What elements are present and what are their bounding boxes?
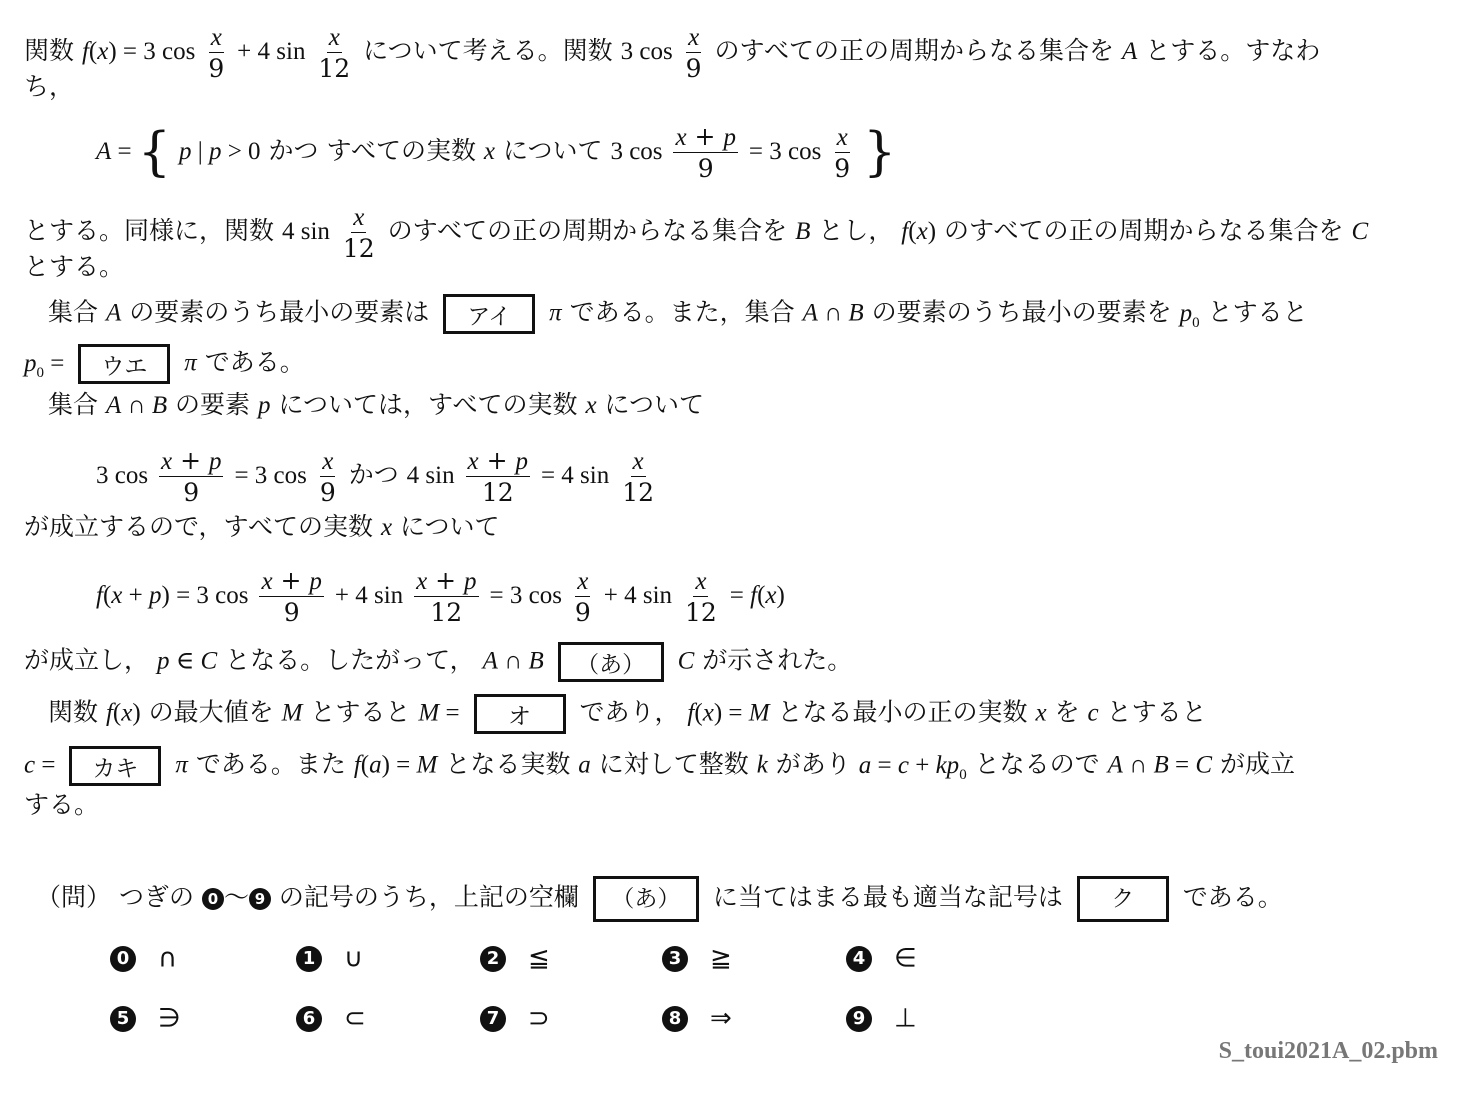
choice-2[interactable] xyxy=(480,942,550,974)
choice-number: 8 xyxy=(662,1006,688,1032)
max-value-line: 関数 f(x) の最大値を M とすると M = オ であり， f(x) = M となる最小の正の実数 x を c とすると xyxy=(48,694,1207,734)
choice-6[interactable] xyxy=(296,1002,366,1034)
choice-symbol: ⇒ xyxy=(710,1003,732,1034)
text-segment: とし， xyxy=(818,216,894,245)
text-segment: については，すべての実数 xyxy=(278,390,578,419)
text-segment: 関数 xyxy=(24,36,75,65)
text-segment: のすべての正の周期からなる集合を xyxy=(387,216,788,245)
text-segment: の要素のうち最小の要素を xyxy=(871,297,1172,327)
choice-0[interactable] xyxy=(110,942,177,974)
choice-number: 5 xyxy=(110,1006,136,1032)
intro-line-1: 関数 f(x) = 3 cos $\frac{x}{9}$ + 4 sin $\frac{x}{12}$ について考える。関数 3 cos $\frac{x}{9}$ のすべての正の周期からなる集合を A とする。すなわ xyxy=(24,24,1321,83)
choice-symbol: ⊥ xyxy=(894,1003,917,1034)
choice-number: 4 xyxy=(846,946,872,972)
text-segment: とする。同様に，関数 xyxy=(24,216,275,245)
text-segment: とすると xyxy=(310,697,411,727)
choice-symbol: ∋ xyxy=(158,1003,181,1034)
holds-line: が成立するので，すべての実数 x について xyxy=(24,512,500,541)
range-tilde: ～ xyxy=(223,882,249,912)
text-segment: する。 xyxy=(24,790,100,819)
text-segment: が成立するので，すべての実数 xyxy=(24,512,374,541)
min-element-line: 集合 A の要素のうち最小の要素は アイ π である。また，集合 A ∩ B の要素のうち最小の要素を $p_0$ とすると xyxy=(48,294,1308,338)
text-segment: となる最小の正の実数 xyxy=(777,697,1028,727)
text-segment: 関数 xyxy=(48,697,99,727)
answer-box-kaki[interactable]: カキ xyxy=(69,746,161,786)
choice-number: 0 xyxy=(110,946,136,972)
text-segment: 集合 xyxy=(48,297,99,327)
choice-number: 3 xyxy=(662,946,688,972)
choice-symbol: ∩ xyxy=(158,943,178,974)
choice-5[interactable] xyxy=(110,1002,181,1034)
text-segment: の記号のうち，上記の空欄 xyxy=(278,882,579,912)
intersection-line: 集合 A ∩ B の要素 p については，すべての実数 x について xyxy=(48,390,705,419)
c-value-line: c = カキ π である。また f(a) = M となる実数 a に対して整数 k があり $a = c + kp_0$ となるので A ∩ B = C が成立 xyxy=(24,746,1295,790)
text-segment: となるので xyxy=(974,749,1100,779)
answer-box-o[interactable]: オ xyxy=(474,694,566,734)
text-segment: である。また，集合 xyxy=(569,297,795,327)
text-segment: かつ すべての実数 xyxy=(268,136,476,165)
set-a-definition: A = { p | p > 0 かつ すべての実数 x について 3 cos $\frac{x + p}{9}$ = 3 cos $\frac{x}{9}$ } xyxy=(96,122,897,183)
choice-number: 7 xyxy=(480,1006,506,1032)
text-segment: に対して整数 xyxy=(598,749,749,779)
text-segment: かつ xyxy=(348,460,399,489)
answer-box-ai[interactable]: アイ xyxy=(443,294,535,334)
text-segment: である。また xyxy=(195,749,346,779)
text-segment: が成立 xyxy=(1219,749,1295,779)
text-segment: とする。すなわ xyxy=(1145,36,1321,65)
text-segment: について考える。関数 xyxy=(363,36,613,65)
choice-symbol: ≦ xyxy=(528,943,550,974)
text-segment: のすべての正の周期からなる集合を xyxy=(943,216,1344,245)
period-equation: 3 cos $\frac{x + p}{9}$ = 3 cos $\frac{x}{9}$ かつ 4 sin $\frac{x + p}{12}$ = 4 sin $\frac{x}{12}$ xyxy=(96,446,654,507)
choice-symbol: ≧ xyxy=(710,943,732,974)
question-label: （問） xyxy=(36,882,112,912)
text-segment: の要素 xyxy=(175,390,251,419)
text-segment: について xyxy=(604,390,705,419)
choice-symbol: ∈ xyxy=(894,943,917,974)
text-segment: に当てはまる最も適当な記号は xyxy=(712,882,1063,912)
text-segment: つぎの xyxy=(118,882,194,912)
c-value-line-2 xyxy=(24,790,99,820)
choice-4[interactable] xyxy=(846,942,917,974)
text-segment: とすると xyxy=(1207,297,1308,327)
text-segment: となる実数 xyxy=(445,749,571,779)
text-segment: について xyxy=(502,136,603,165)
range-start-number: 0 xyxy=(202,888,224,910)
text-segment: が成立し， xyxy=(24,645,150,675)
choice-symbol: ⊃ xyxy=(528,1003,550,1034)
text-segment: の要素のうち最小の要素は xyxy=(129,297,430,327)
text-segment: の最大値を xyxy=(148,697,274,727)
text-segment: となる。したがって， xyxy=(225,645,475,675)
text-segment: である。 xyxy=(1182,882,1283,912)
choice-number: 6 xyxy=(296,1006,322,1032)
text-segment: とする。 xyxy=(24,252,125,281)
text-segment: ち， xyxy=(24,72,75,101)
text-segment: を xyxy=(1054,697,1080,727)
text-segment: とすると xyxy=(1106,697,1207,727)
intro-line-2 xyxy=(24,72,74,102)
text-segment: である。 xyxy=(204,347,305,377)
answer-box-ue[interactable]: ウエ xyxy=(78,344,170,384)
choice-number: 1 xyxy=(296,946,322,972)
sets-b-c-line-2 xyxy=(24,252,124,282)
answer-box-ku[interactable]: ク xyxy=(1077,876,1169,922)
text-segment: 集合 xyxy=(48,390,99,419)
choice-number: 9 xyxy=(846,1006,872,1032)
choice-1[interactable] xyxy=(296,942,363,974)
file-label: S_toui2021A_02.pbm xyxy=(1218,1038,1438,1064)
conclusion-line: が成立し， p ∈ C となる。したがって， A ∩ B （あ） C が示された。 xyxy=(24,642,852,682)
choice-3[interactable] xyxy=(662,942,732,974)
choice-7[interactable] xyxy=(480,1002,550,1034)
text-segment: について xyxy=(400,512,500,541)
range-end-number: 9 xyxy=(249,888,271,910)
answer-box-a-ref[interactable]: （あ） xyxy=(593,876,699,922)
text-segment: があり xyxy=(775,749,851,779)
text-segment: が示された。 xyxy=(702,645,853,675)
answer-box-a[interactable]: （あ） xyxy=(558,642,664,682)
choice-number: 2 xyxy=(480,946,506,972)
f-period-equation: f(x + p) = 3 cos $\frac{x + p}{9}$ + 4 sin $\frac{x + p}{12}$ = 3 cos $\frac{x}{9}$ + 4 sin $\frac{x}{12}$ = f(x) xyxy=(96,566,785,627)
sets-b-c-line: とする。同様に，関数 4 sin $\frac{x}{12}$ のすべての正の周期からなる集合を B とし， f(x) のすべての正の周期からなる集合を C xyxy=(24,204,1369,263)
choice-8[interactable] xyxy=(662,1002,732,1034)
choice-symbol: ∪ xyxy=(344,943,364,974)
text-segment: のすべての正の周期からなる集合を xyxy=(714,36,1115,65)
p0-line: $p_0$ = ウエ π である。 xyxy=(24,344,305,388)
choice-symbol: ⊂ xyxy=(344,1003,366,1034)
question-line xyxy=(36,876,1283,922)
choice-9[interactable] xyxy=(846,1002,917,1034)
text-segment: であり， xyxy=(579,697,680,727)
